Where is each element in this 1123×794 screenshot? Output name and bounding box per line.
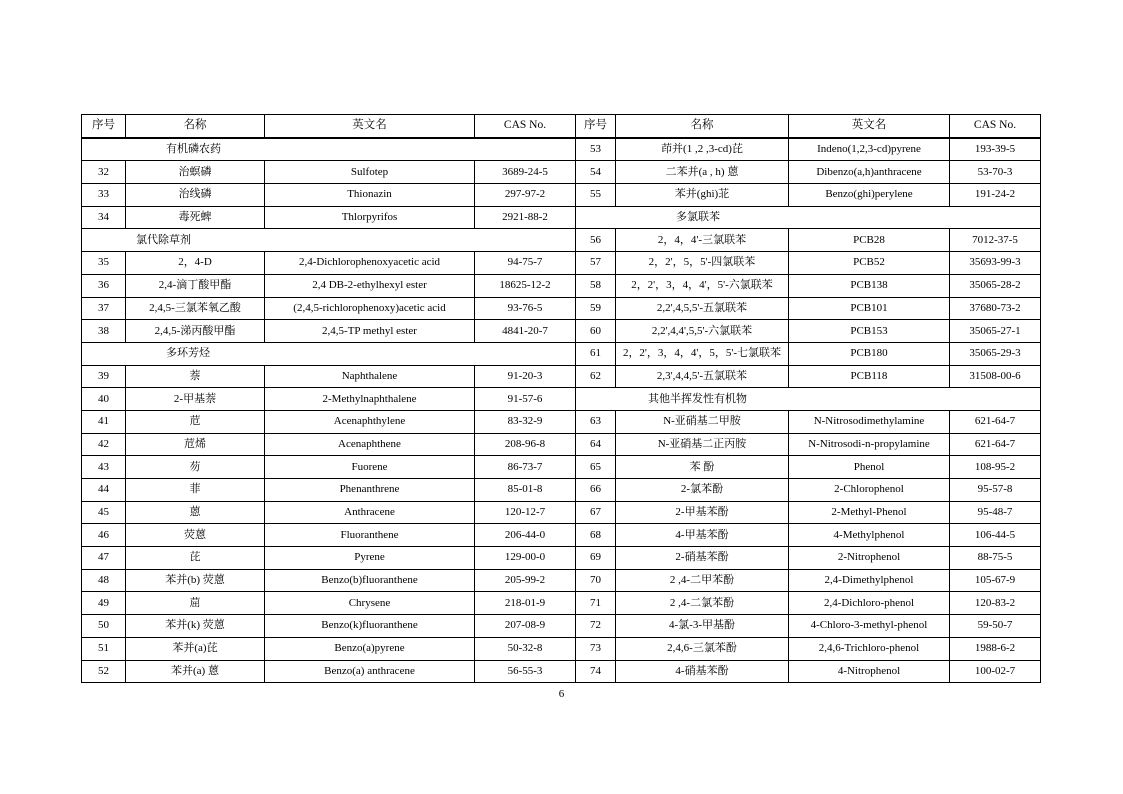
seq-cell: 40 xyxy=(81,388,125,410)
english-name-cell: Chrysene xyxy=(264,592,474,614)
name-cell-right: 2-硝基苯酚 xyxy=(615,547,788,569)
seq-cell: 48 xyxy=(81,570,125,592)
name-cell-right: 苯并(ghi)苝 xyxy=(615,184,788,206)
cas-cell: 208-96-8 xyxy=(474,434,575,456)
cas-cell-right: 193-39-5 xyxy=(949,139,1041,161)
cas-cell-right: 621-64-7 xyxy=(949,411,1041,433)
english-name-cell-right: PCB28 xyxy=(788,229,949,251)
cas-cell: 4841-20-7 xyxy=(474,320,575,342)
name-cell-right: 2，4，4'-三氯联苯 xyxy=(615,229,788,251)
cas-cell: 93-76-5 xyxy=(474,298,575,320)
header-name-right: 名称 xyxy=(615,115,788,137)
cas-cell-right: 621-64-7 xyxy=(949,434,1041,456)
seq-cell-right: 69 xyxy=(575,547,615,569)
cas-cell-right: 95-57-8 xyxy=(949,479,1041,501)
seq-cell-right: 60 xyxy=(575,320,615,342)
seq-cell: 39 xyxy=(81,366,125,388)
cas-cell-right: 53-70-3 xyxy=(949,161,1041,183)
category-label-left: 氯代除草剂 xyxy=(81,229,575,251)
name-cell: 䓛 xyxy=(125,592,264,614)
english-name-cell-right: 4-Methylphenol xyxy=(788,524,949,546)
compound-table xyxy=(81,114,1041,683)
seq-cell: 52 xyxy=(81,661,125,683)
name-cell-right: 二苯并(a , h) 蒽 xyxy=(615,161,788,183)
seq-cell-right: 71 xyxy=(575,592,615,614)
english-name-cell: Sulfotep xyxy=(264,161,474,183)
name-cell-right: 2,3',4,4,5'-五氯联苯 xyxy=(615,366,788,388)
english-name-cell: 2-Methylnaphthalene xyxy=(264,388,474,410)
english-name-cell: Benzo(k)fluoranthene xyxy=(264,615,474,637)
category-label-right: 多氯联苯 xyxy=(575,207,1041,229)
cas-cell: 85-01-8 xyxy=(474,479,575,501)
english-name-cell-right: 2-Nitrophenol xyxy=(788,547,949,569)
table-row xyxy=(81,411,1041,434)
english-name-cell: Fuorene xyxy=(264,456,474,478)
name-cell-right: 4-甲基苯酚 xyxy=(615,524,788,546)
table-row xyxy=(81,479,1041,502)
category-label-left: 多环芳烃 xyxy=(81,343,575,365)
header-seq-right: 序号 xyxy=(575,115,615,137)
english-name-cell-right: 4-Nitrophenol xyxy=(788,661,949,683)
seq-cell-right: 56 xyxy=(575,229,615,251)
cas-cell: 206-44-0 xyxy=(474,524,575,546)
table-row xyxy=(81,161,1041,184)
header-english-name: 英文名 xyxy=(264,115,474,137)
name-cell: 菲 xyxy=(125,479,264,501)
english-name-cell: Phenanthrene xyxy=(264,479,474,501)
name-cell-right: 4-氯-3-甲基酚 xyxy=(615,615,788,637)
seq-cell-right: 74 xyxy=(575,661,615,683)
english-name-cell-right: N-Nitrosodi-n-propylamine xyxy=(788,434,949,456)
english-name-cell: Benzo(a) anthracene xyxy=(264,661,474,683)
name-cell-right: 2 ,4-二甲苯酚 xyxy=(615,570,788,592)
english-name-cell: 2,4,5-TP methyl ester xyxy=(264,320,474,342)
seq-cell-right: 53 xyxy=(575,139,615,161)
table-header-row xyxy=(81,114,1041,138)
name-cell: 荧蒽 xyxy=(125,524,264,546)
seq-cell-right: 59 xyxy=(575,298,615,320)
english-name-cell-right: PCB118 xyxy=(788,366,949,388)
cas-cell-right: 7012-37-5 xyxy=(949,229,1041,251)
cas-cell-right: 37680-73-2 xyxy=(949,298,1041,320)
name-cell: 蒽 xyxy=(125,502,264,524)
table-row xyxy=(81,229,1041,252)
seq-cell-right: 72 xyxy=(575,615,615,637)
table-row xyxy=(81,524,1041,547)
table-row xyxy=(81,320,1041,343)
table-row xyxy=(81,343,1041,366)
cas-cell: 218-01-9 xyxy=(474,592,575,614)
header-name: 名称 xyxy=(125,115,264,137)
name-cell: 苊烯 xyxy=(125,434,264,456)
table-row xyxy=(81,184,1041,207)
cas-cell: 18625-12-2 xyxy=(474,275,575,297)
seq-cell: 38 xyxy=(81,320,125,342)
english-name-cell-right: 2,4,6-Trichloro-phenol xyxy=(788,638,949,660)
cas-cell: 94-75-7 xyxy=(474,252,575,274)
cas-cell: 56-55-3 xyxy=(474,661,575,683)
page-number: 6 xyxy=(558,688,565,700)
english-name-cell-right: PCB180 xyxy=(788,343,949,365)
seq-cell-right: 62 xyxy=(575,366,615,388)
seq-cell: 51 xyxy=(81,638,125,660)
table-row xyxy=(81,570,1041,593)
name-cell-right: 苯 酚 xyxy=(615,456,788,478)
header-seq: 序号 xyxy=(81,115,125,137)
cas-cell-right: 35693-99-3 xyxy=(949,252,1041,274)
english-name-cell: 2,4-Dichlorophenoxyacetic acid xyxy=(264,252,474,274)
name-cell: 2,4,5-涕丙酸甲酯 xyxy=(125,320,264,342)
name-cell-right: 2-甲基苯酚 xyxy=(615,502,788,524)
english-name-cell-right: Benzo(ghi)perylene xyxy=(788,184,949,206)
cas-cell: 207-08-9 xyxy=(474,615,575,637)
cas-cell-right: 59-50-7 xyxy=(949,615,1041,637)
header-cas-right: CAS No. xyxy=(949,115,1041,137)
english-name-cell-right: 4-Chloro-3-methyl-phenol xyxy=(788,615,949,637)
cas-cell-right: 31508-00-6 xyxy=(949,366,1041,388)
name-cell-right: 2 ,4-二氯苯酚 xyxy=(615,592,788,614)
seq-cell-right: 57 xyxy=(575,252,615,274)
table-body xyxy=(81,138,1041,684)
header-english-name-right: 英文名 xyxy=(788,115,949,137)
seq-cell: 49 xyxy=(81,592,125,614)
table-row xyxy=(81,661,1041,684)
cas-cell-right: 88-75-5 xyxy=(949,547,1041,569)
cas-cell-right: 95-48-7 xyxy=(949,502,1041,524)
cas-cell-right: 120-83-2 xyxy=(949,592,1041,614)
table-row xyxy=(81,638,1041,661)
english-name-cell-right: 2,4-Dichloro-phenol xyxy=(788,592,949,614)
name-cell: 芘 xyxy=(125,547,264,569)
name-cell-right: 2，2'，5，5'-四氯联苯 xyxy=(615,252,788,274)
table-row xyxy=(81,366,1041,389)
name-cell: 2,4,5-三氯苯氧乙酸 xyxy=(125,298,264,320)
seq-cell: 35 xyxy=(81,252,125,274)
name-cell: 苯并(b) 荧蒽 xyxy=(125,570,264,592)
cas-cell: 91-57-6 xyxy=(474,388,575,410)
english-name-cell: Naphthalene xyxy=(264,366,474,388)
english-name-cell: 2,4 DB-2-ethylhexyl ester xyxy=(264,275,474,297)
name-cell-right: 2，2'，3，4，4'，5'-六氯联苯 xyxy=(615,275,788,297)
cas-cell-right: 108-95-2 xyxy=(949,456,1041,478)
cas-cell: 129-00-0 xyxy=(474,547,575,569)
english-name-cell-right: N-Nitrosodimethylamine xyxy=(788,411,949,433)
english-name-cell: Benzo(a)pyrene xyxy=(264,638,474,660)
cas-cell-right: 191-24-2 xyxy=(949,184,1041,206)
table-row xyxy=(81,252,1041,275)
english-name-cell: (2,4,5-richlorophenoxy)acetic acid xyxy=(264,298,474,320)
seq-cell: 43 xyxy=(81,456,125,478)
name-cell-right: 茚并(1 ,2 ,3-cd)芘 xyxy=(615,139,788,161)
table-row xyxy=(81,547,1041,570)
english-name-cell-right: 2,4-Dimethylphenol xyxy=(788,570,949,592)
cas-cell-right: 35065-27-1 xyxy=(949,320,1041,342)
name-cell: 治线磷 xyxy=(125,184,264,206)
name-cell: 2,4-滴丁酸甲酯 xyxy=(125,275,264,297)
name-cell: 芴 xyxy=(125,456,264,478)
name-cell-right: 2,4,6-三氯苯酚 xyxy=(615,638,788,660)
table-row xyxy=(81,456,1041,479)
table-row xyxy=(81,502,1041,525)
name-cell: 苯并(a) 蒽 xyxy=(125,661,264,683)
english-name-cell-right: 2-Chlorophenol xyxy=(788,479,949,501)
table-row xyxy=(81,207,1041,230)
name-cell: 毒死蜱 xyxy=(125,207,264,229)
seq-cell-right: 61 xyxy=(575,343,615,365)
name-cell: 苯并(k) 荧蒽 xyxy=(125,615,264,637)
cas-cell-right: 35065-29-3 xyxy=(949,343,1041,365)
seq-cell-right: 64 xyxy=(575,434,615,456)
seq-cell-right: 54 xyxy=(575,161,615,183)
name-cell: 萘 xyxy=(125,366,264,388)
english-name-cell-right: PCB138 xyxy=(788,275,949,297)
english-name-cell: Acenaphthylene xyxy=(264,411,474,433)
cas-cell: 120-12-7 xyxy=(474,502,575,524)
name-cell-right: 2，2'，3，4，4'，5，5'-七氯联苯 xyxy=(615,343,788,365)
name-cell-right: 2,2',4,4',5,5'-六氯联苯 xyxy=(615,320,788,342)
english-name-cell: Fluoranthene xyxy=(264,524,474,546)
seq-cell-right: 67 xyxy=(575,502,615,524)
seq-cell-right: 70 xyxy=(575,570,615,592)
name-cell: 2-甲基萘 xyxy=(125,388,264,410)
english-name-cell-right: PCB153 xyxy=(788,320,949,342)
english-name-cell-right: 2-Methyl-Phenol xyxy=(788,502,949,524)
english-name-cell: Benzo(b)fluoranthene xyxy=(264,570,474,592)
table-row xyxy=(81,615,1041,638)
seq-cell: 50 xyxy=(81,615,125,637)
seq-cell: 42 xyxy=(81,434,125,456)
cas-cell-right: 1988-6-2 xyxy=(949,638,1041,660)
header-cas: CAS No. xyxy=(474,115,575,137)
seq-cell: 37 xyxy=(81,298,125,320)
seq-cell-right: 68 xyxy=(575,524,615,546)
category-label-right: 其他半挥发性有机物 xyxy=(575,388,1041,410)
seq-cell: 33 xyxy=(81,184,125,206)
english-name-cell-right: PCB101 xyxy=(788,298,949,320)
table-row xyxy=(81,138,1041,162)
name-cell: 苊 xyxy=(125,411,264,433)
table-row xyxy=(81,298,1041,321)
english-name-cell-right: Indeno(1,2,3-cd)pyrene xyxy=(788,139,949,161)
seq-cell: 46 xyxy=(81,524,125,546)
table-row xyxy=(81,592,1041,615)
name-cell: 2，4-D xyxy=(125,252,264,274)
name-cell: 治螟磷 xyxy=(125,161,264,183)
cas-cell-right: 100-02-7 xyxy=(949,661,1041,683)
english-name-cell: Acenaphthene xyxy=(264,434,474,456)
category-label-left: 有机磷农药 xyxy=(81,139,575,161)
english-name-cell-right: Dibenzo(a,h)anthracene xyxy=(788,161,949,183)
seq-cell-right: 55 xyxy=(575,184,615,206)
cas-cell: 83-32-9 xyxy=(474,411,575,433)
name-cell-right: 2-氯苯酚 xyxy=(615,479,788,501)
seq-cell-right: 73 xyxy=(575,638,615,660)
cas-cell-right: 105-67-9 xyxy=(949,570,1041,592)
english-name-cell: Thlorpyrifos xyxy=(264,207,474,229)
name-cell: 苯并(a)芘 xyxy=(125,638,264,660)
seq-cell-right: 58 xyxy=(575,275,615,297)
cas-cell-right: 106-44-5 xyxy=(949,524,1041,546)
cas-cell: 91-20-3 xyxy=(474,366,575,388)
english-name-cell: Thionazin xyxy=(264,184,474,206)
seq-cell: 34 xyxy=(81,207,125,229)
cas-cell: 86-73-7 xyxy=(474,456,575,478)
seq-cell: 47 xyxy=(81,547,125,569)
seq-cell: 36 xyxy=(81,275,125,297)
cas-cell: 297-97-2 xyxy=(474,184,575,206)
name-cell-right: N-亚硝基二正丙胺 xyxy=(615,434,788,456)
cas-cell: 50-32-8 xyxy=(474,638,575,660)
seq-cell-right: 63 xyxy=(575,411,615,433)
seq-cell: 44 xyxy=(81,479,125,501)
english-name-cell: Anthracene xyxy=(264,502,474,524)
seq-cell: 45 xyxy=(81,502,125,524)
english-name-cell: Pyrene xyxy=(264,547,474,569)
cas-cell: 3689-24-5 xyxy=(474,161,575,183)
cas-cell: 205-99-2 xyxy=(474,570,575,592)
cas-cell-right: 35065-28-2 xyxy=(949,275,1041,297)
name-cell-right: N-亚硝基二甲胺 xyxy=(615,411,788,433)
table-row xyxy=(81,434,1041,457)
name-cell-right: 4-硝基苯酚 xyxy=(615,661,788,683)
english-name-cell-right: Phenol xyxy=(788,456,949,478)
seq-cell: 32 xyxy=(81,161,125,183)
cas-cell: 2921-88-2 xyxy=(474,207,575,229)
table-row xyxy=(81,275,1041,298)
seq-cell-right: 66 xyxy=(575,479,615,501)
seq-cell: 41 xyxy=(81,411,125,433)
table-row xyxy=(81,388,1041,411)
english-name-cell-right: PCB52 xyxy=(788,252,949,274)
name-cell-right: 2,2',4,5,5'-五氯联苯 xyxy=(615,298,788,320)
seq-cell-right: 65 xyxy=(575,456,615,478)
